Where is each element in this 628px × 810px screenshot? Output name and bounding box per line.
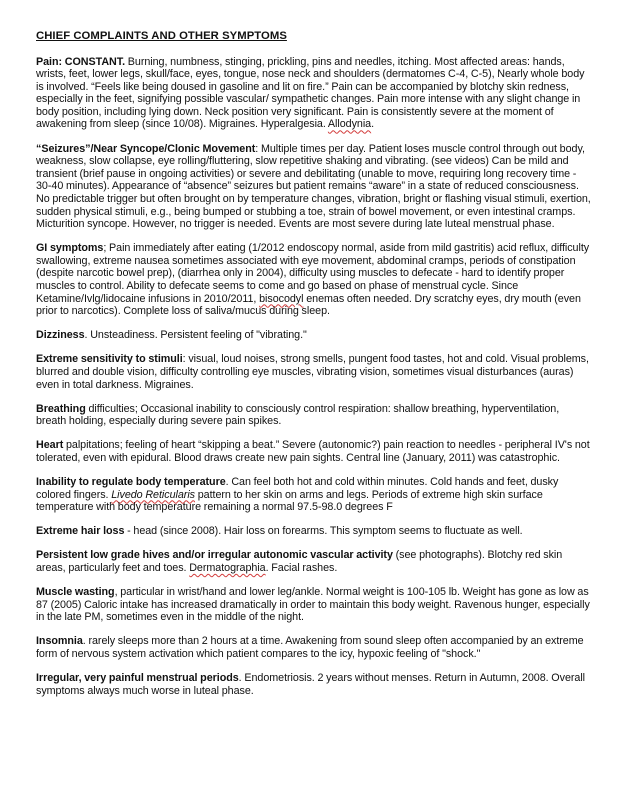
symptom-text: . Can feel both hot and cold within minutes. Cold hands and feet, dusky colored fingers. <box>36 476 559 501</box>
spellcheck-flagged-word: Allodynia <box>327 118 372 131</box>
spellcheck-flagged-word: Dermatographia <box>189 562 266 574</box>
symptom-paragraph <box>36 143 592 231</box>
symptom-paragraph <box>36 56 592 132</box>
symptom-text: palpitations; feeling of heart “skipping a beat.” Severe (autonomic?) pain reaction to needles - peripheral IV's not tolerated, even with epidural. Blood draws create new pain sights. Central line (January, 2011) was catastrophic. <box>36 439 590 464</box>
symptom-paragraph <box>36 586 592 624</box>
symptom-heading: “Seizures”/Near Syncope/Clonic Movement <box>36 142 256 155</box>
symptom-text: . Endometriosis. 2 years without menses. Return in Autumn, 2008. Overall symptoms always much worse in luteal phase. <box>36 672 586 697</box>
symptom-paragraph <box>36 329 592 342</box>
symptom-heading: Muscle wasting <box>36 586 115 599</box>
symptom-heading: Irregular, very painful menstrual periods <box>36 672 239 685</box>
symptom-paragraph <box>36 672 592 697</box>
symptom-text: - head (since 2008). Hair loss on forearms. This symptom seems to fluctuate as well. <box>124 525 523 538</box>
symptom-paragraph <box>36 242 592 318</box>
symptom-text: enemas often needed. Dry scratchy eyes, dry mouth (even prior to narcotics). Complete loss of saliva/mucus during sleep. <box>36 292 581 318</box>
symptom-heading: Dizziness <box>36 329 85 342</box>
symptom-heading: Inability to regulate body temperature <box>36 476 226 489</box>
symptom-heading: Heart <box>36 439 64 452</box>
symptom-text: , particular in wrist/hand and lower leg/ankle. Normal weight is 100-105 lb. Weight has gone as low as 87 (2005) Caloric intake has increased dramatically in order to maintain this body weight. Ravenous hunger, especially in the late PM, sometimes even in the middle of the night. <box>36 586 590 624</box>
symptom-text: : Multiple times per day. Patient loses muscle control through out body, weakness, slow collapse, eye rolling/fluttering, slow repetitive shaking and vibrating. (see videos) Can be mild and transient (brief pause in ongoing activities) or severe and debilitating (unable to move, requiring long recovery time - 30-40 minutes). Appearance of “absence” seizures but patient remains “aware” in a state of reduced consciousness. No predictable trigger but often brought on by temperature changes, vibration, bright or flashing visual stimuli, exertion, sudden physical stimuli, e.g., being bumped or stubbing a toe, strain of bowel movement, or even intestinal cramps. Micturition syncope. However, no trigger is needed. Events are most severe during late luteal menstrual phase. <box>36 142 591 231</box>
symptom-paragraph <box>36 403 592 428</box>
symptom-paragraph <box>36 635 592 660</box>
symptom-heading: Extreme sensitivity to stimuli <box>36 353 183 366</box>
document-title: CHIEF COMPLAINTS AND OTHER SYMPTOMS <box>36 30 287 42</box>
symptom-paragraph <box>36 549 592 574</box>
symptom-text: . Unsteadiness. Persistent feeling of "vibrating." <box>84 329 307 342</box>
symptom-text: . <box>371 118 375 131</box>
symptom-heading: Insomnia <box>36 635 83 648</box>
symptom-text: ; Pain immediately after eating (1/2012 endoscopy normal, aside from mild gastritis) acid reflux, difficulty swallowing, extreme nausea sometimes associated with eye movement, abdominal cramps, periods of constipation (despite narcotic bowel prep), (diarrhea only in 2004), difficulty using muscles to defecate - hard to identify proper muscles to control. Ability to defecate seems to come and go based on phase of menstrual cycle. Since Ketamine/Ivlg/lidocaine infusions in 2010/2011, <box>36 242 590 305</box>
symptom-heading: Persistent low grade hives and/or irregular autonomic vascular activity <box>36 549 393 562</box>
symptom-paragraph <box>36 439 592 464</box>
symptom-heading: Breathing <box>36 402 86 415</box>
symptom-text: : visual, loud noises, strong smells, pungent food tastes, hot and cold. Visual problems, blurred and double vision, difficulty controlling eye muscles, vibrating vision, sometimes visual disturbances (auras) even in total darkness. Migraines. <box>36 353 589 391</box>
symptom-paragraph <box>36 525 592 538</box>
symptom-text: . Facial rashes. <box>265 562 338 574</box>
symptom-paragraph <box>36 353 592 391</box>
symptom-text: difficulties; Occasional inability to consciously control respiration: shallow breathing, hyperventilation, breath holding, especially during severe pain spikes. <box>36 402 560 428</box>
symptom-text: Burning, numbness, stinging, prickling, pins and needles, itching. Most affected areas: hands, wrists, feet, lower legs, skull/face, eyes, tongue, nose neck and shoulders (dermatomes C-4, C-5), Nearly whole body is involved. “Feels like being doused in gasoline and lit on fire.” Pain can be accompanied by blotchy skin redness, especially in the feet, signifying possible vascular/ sympathetic changes. Pain more intense with any slight change in body position, including lying down. Neck position very significant. Pain is consistently severe at the moment of awakening from sleep (since 10/08). Migraines. Hyperalgesia. <box>36 55 585 131</box>
spellcheck-flagged-word: Livedo Reticularis <box>111 488 195 501</box>
symptom-heading: GI symptoms <box>36 242 104 255</box>
symptom-text: . rarely sleeps more than 2 hours at a time. Awakening from sound sleep often accompanied by an extreme form of nervous system activation which patient compares to the icy, hypoxic feeling of "shock." <box>36 635 584 660</box>
symptom-text: pattern to her skin on arms and legs. Periods of extreme high skin surface temperature with body temperature remaining a normal 97.5-98.0 degrees F <box>36 488 543 514</box>
symptom-text: (see photographs). Blotchy red skin areas, particularly feet and toes. <box>36 549 563 574</box>
symptom-sections <box>36 56 592 698</box>
symptom-heading: Pain: CONSTANT. <box>36 55 126 68</box>
symptom-paragraph <box>36 476 592 514</box>
symptom-heading: Extreme hair loss <box>36 525 125 538</box>
spellcheck-flagged-word: bisocodyl <box>259 292 304 305</box>
